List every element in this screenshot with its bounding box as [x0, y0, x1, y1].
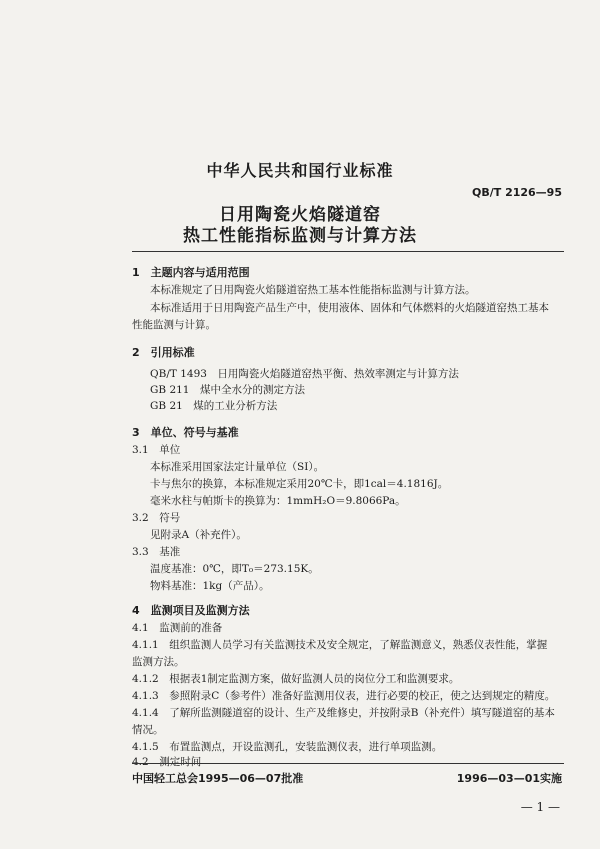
section-3-1-paragraph-1: 本标准采用国家法定计量单位（SI）。 — [150, 461, 325, 473]
clause-4-1-1-line-1: 4.1.1 组织监测人员学习有关监测技术及安全规定，了解监测意义，熟悉仪表性能，掌握 — [132, 639, 548, 651]
clause-4-1-4-line-1: 4.1.4 了解所监测隧道窑的设计、生产及维修史，并按附录B（补充件）填写隧道窑的基本 — [132, 707, 555, 719]
clause-4-1-1-line-2: 监测方法。 — [132, 656, 185, 668]
standard-code: QB/T 2126—95 — [471, 186, 562, 199]
reference-gb-211: GB 211 煤中全水分的测定方法 — [150, 384, 305, 396]
section-3-3-paragraph-2: 物料基准：1kg（产品）。 — [150, 580, 270, 592]
approval-note: 中国轻工总会1995—06—07批准 — [132, 772, 304, 785]
section-3-2-heading: 3.2 符号 — [132, 512, 181, 524]
section-3-heading: 3 单位、符号与基准 — [132, 426, 239, 439]
effective-date: 1996—03—01实施 — [456, 772, 562, 785]
section-3-1-heading: 3.1 单位 — [132, 444, 181, 456]
section-4-2-heading: 4.2 测定时间 — [132, 756, 202, 768]
page-number: — 1 — — [520, 800, 560, 814]
section-3-3-heading: 3.3 基准 — [132, 546, 181, 558]
document-title-line1: 日用陶瓷火焰隧道窑 — [219, 205, 381, 225]
standard-type-heading: 中华人民共和国行业标准 — [206, 161, 394, 180]
footer-divider — [132, 763, 564, 764]
section-3-1-paragraph-2: 卡与焦尔的换算，本标准规定采用20℃卡，即1cal＝4.1816J。 — [150, 478, 449, 490]
section-4-heading: 4 监测项目及监测方法 — [132, 604, 250, 617]
clause-4-1-3: 4.1.3 参照附录C（参考件）准备好监测用仪表，进行必要的校正，使之达到规定的精度。 — [132, 690, 556, 702]
section-3-1-paragraph-3: 毫米水柱与帕斯卡的换算为：1mmH₂O＝9.8066Pa。 — [150, 495, 406, 507]
clause-4-1-4-line-2: 情况。 — [132, 724, 164, 736]
clause-4-1-2: 4.1.2 根据表1制定监测方案，做好监测人员的岗位分工和监测要求。 — [132, 673, 460, 685]
header-divider — [132, 251, 564, 252]
section-4-1-heading: 4.1 监测前的准备 — [132, 622, 223, 634]
clause-4-1-5: 4.1.5 布置监测点，开设监测孔，安装监测仪表，进行单项监测。 — [132, 741, 443, 753]
reference-gb-21: GB 21 煤的工业分析方法 — [150, 400, 278, 412]
section-1-paragraph-2-line-1: 本标准适用于日用陶瓷产品生产中，使用液体、固体和气体燃料的火焰隧道窑热工基本 — [150, 302, 549, 314]
section-2-heading: 2 引用标准 — [132, 346, 195, 359]
section-1-paragraph-1: 本标准规定了日用陶瓷火焰隧道窑热工基本性能指标监测与计算方法。 — [150, 284, 476, 296]
reference-qbt-1493: QB/T 1493 日用陶瓷火焰隧道窑热平衡、热效率测定与计算方法 — [150, 368, 459, 380]
section-3-2-paragraph-1: 见附录A（补充件）。 — [150, 529, 247, 541]
section-1-heading: 1 主题内容与适用范围 — [132, 266, 250, 279]
document-title-line2: 热工性能指标监测与计算方法 — [183, 226, 417, 246]
section-1-paragraph-2-line-2: 性能监测与计算。 — [132, 319, 216, 331]
section-3-3-paragraph-1: 温度基准：0℃，即T₀＝273.15K。 — [150, 563, 319, 575]
